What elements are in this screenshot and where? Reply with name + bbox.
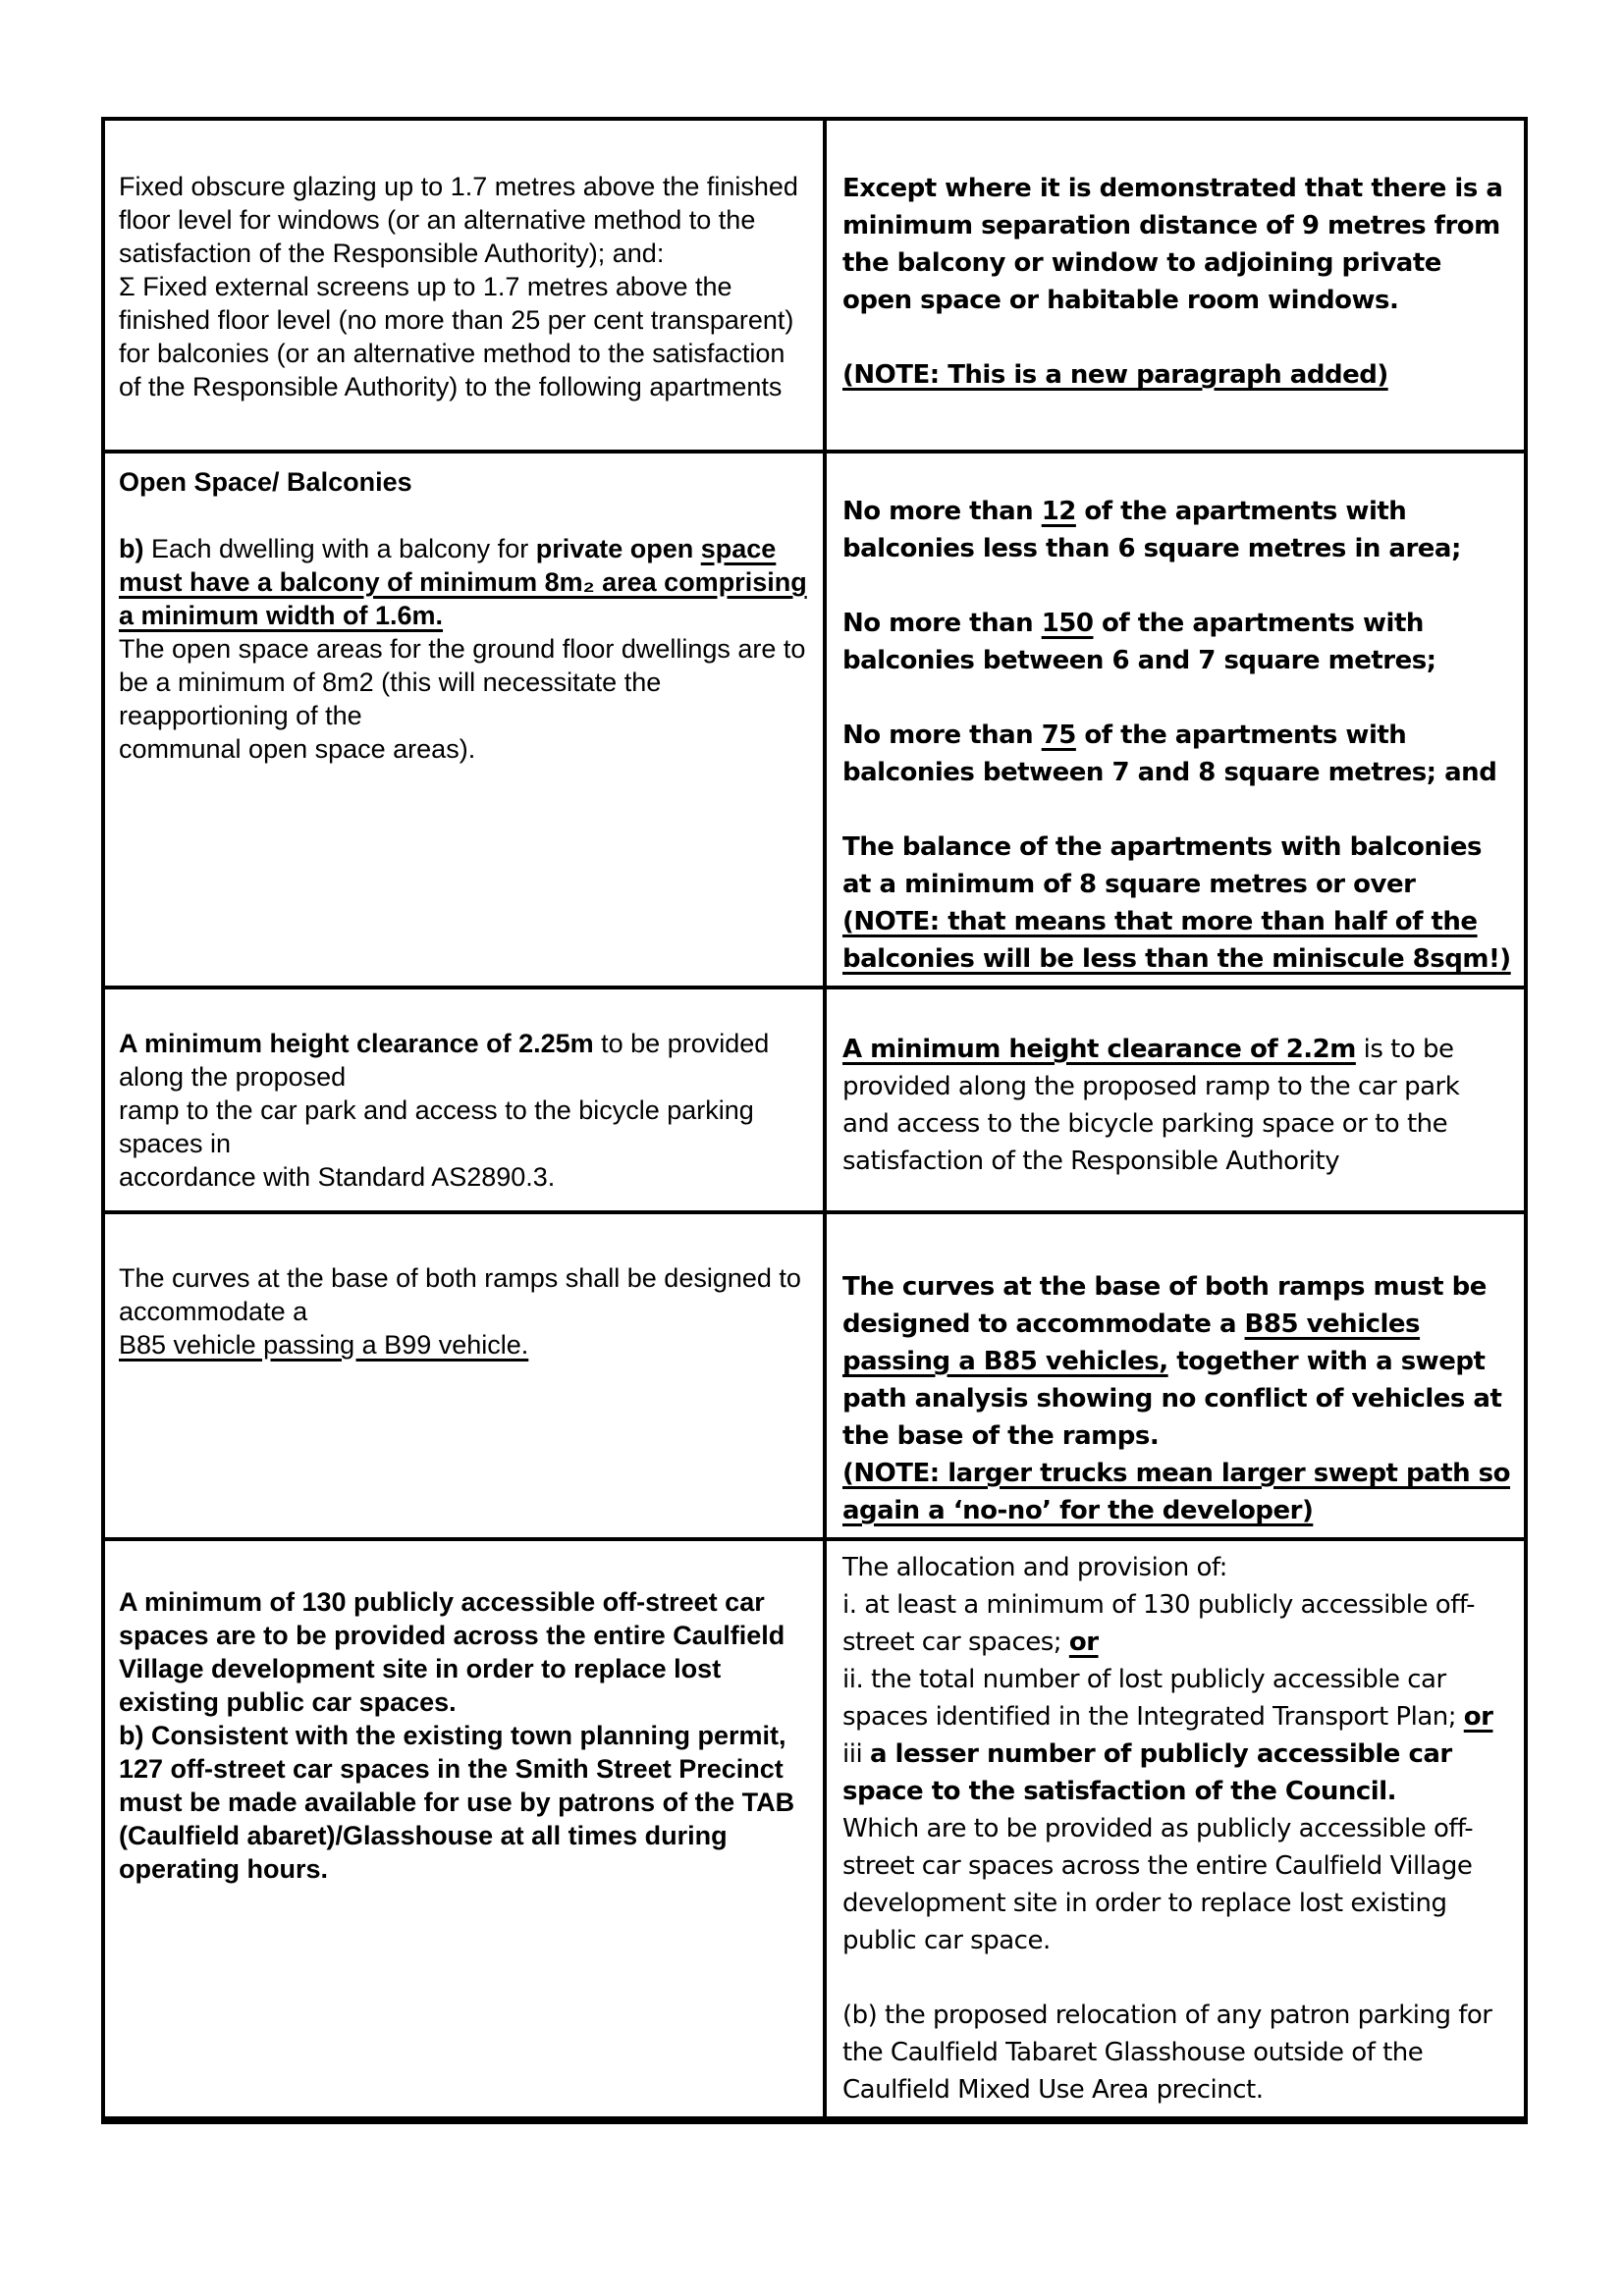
text-run: is to be provided along the proposed ramp to the car park and access to the bicycle parking space or to the satisfaction of the Responsible Authority xyxy=(842,1035,1460,1176)
text-run: Each dwelling with a balcony for xyxy=(143,534,536,563)
paragraph xyxy=(842,717,1512,791)
paragraph xyxy=(119,1094,807,1160)
table-row xyxy=(103,988,1526,1212)
text-run: i. at least a minimum of 130 publicly accessible off-street car spaces; xyxy=(842,1590,1475,1657)
paragraph xyxy=(119,1027,807,1094)
text-run: a lesser number of publicly accessible car space to the satisfaction of the Council. xyxy=(842,1739,1452,1806)
text-run: (NOTE: that means that more than half of the balconies will be less than the miniscule 8sqm!) xyxy=(842,907,1511,974)
comparison-table xyxy=(101,117,1528,2124)
paragraph xyxy=(119,1585,807,1719)
paragraph xyxy=(119,1719,807,1886)
text-run: ramp to the car park and access to the bicycle parking spaces in xyxy=(119,1095,754,1158)
text-run: B85 vehicles passing a B85 vehicles, xyxy=(842,1309,1421,1376)
paragraph xyxy=(842,1455,1512,1529)
text-run: 75 xyxy=(1041,721,1076,750)
text-run: A minimum height clearance of 2.25m xyxy=(119,1029,594,1058)
paragraph xyxy=(119,270,807,403)
text-run: B85 vehicle passing a B99 vehicle. xyxy=(119,1330,529,1360)
text-run: ii. the total number of lost publicly accessible car spaces identified in the Integrated Transport Plan; xyxy=(842,1665,1464,1732)
text-run: of the apartments with balconies between 7 and 8 square metres; and xyxy=(842,721,1497,787)
paragraph xyxy=(842,493,1512,567)
table-row xyxy=(103,1212,1526,1539)
paragraph xyxy=(842,1268,1512,1455)
paragraph xyxy=(119,1261,807,1328)
text-run: of the apartments with balconies between 6 and 7 square metres; xyxy=(842,609,1436,675)
paragraph xyxy=(842,356,1512,394)
text-run: 150 xyxy=(1041,609,1094,638)
cell-row3-original xyxy=(103,988,825,1212)
text-run: space must have a balcony of minimum 8m₂ area comprising a minimum width of 1.6m. xyxy=(119,534,807,630)
text-run: Except where it is demonstrated that there is a minimum separation distance of 9 metres from the balcony or window to adjoining private open space or habitable room windows. xyxy=(842,174,1503,315)
text-run: A minimum of 130 publicly accessible off-street car spaces are to be provided across the entire Caulfield Village development site in order to replace lost existing public car spaces. xyxy=(119,1587,785,1717)
text-run: Σ Fixed external screens up to 1.7 metres above the finished floor level (no more than 25 per cent transparent) for balconies (or an alternative method to the satisfaction of the Responsible Authority) to the following apartments xyxy=(119,272,794,401)
text-run: communal open space areas). xyxy=(119,734,476,764)
paragraph xyxy=(119,532,807,632)
text-run: (NOTE: larger trucks mean larger swept path so again a ‘no-no’ for the developer) xyxy=(842,1459,1511,1525)
text-run: iii xyxy=(842,1739,870,1769)
text-run: (b) the proposed relocation of any patron parking for the Caulfield Tabaret Glasshouse outside of the Caulfield Mixed Use Area precinct. xyxy=(842,2001,1492,2105)
paragraph xyxy=(842,1661,1512,1735)
paragraph xyxy=(119,632,807,732)
text-run: b) xyxy=(119,534,144,563)
text-run: Fixed obscure glazing up to 1.7 metres above the finished floor level for windows (or an alternative method to the satisfaction of the Responsible Authority); and: xyxy=(119,172,798,268)
text-run: The open space areas for the ground floor dwellings are to be a minimum of 8m2 (this will necessitate the reapportioning of the xyxy=(119,634,806,730)
text-run: The allocation and provision of: xyxy=(842,1553,1227,1582)
paragraph xyxy=(842,828,1512,903)
text-run: The balance of the apartments with balconies at a minimum of 8 square metres or over xyxy=(842,832,1482,899)
paragraph xyxy=(119,1160,807,1194)
text-run: private open xyxy=(535,534,701,563)
text-run: accordance with Standard AS2890.3. xyxy=(119,1162,556,1192)
paragraph xyxy=(842,1810,1512,1959)
cell-row2-original xyxy=(103,452,825,988)
text-run: Open Space/ Balconies xyxy=(119,467,412,497)
paragraph xyxy=(842,903,1512,978)
paragraph xyxy=(842,1735,1512,1810)
paragraph xyxy=(842,1549,1512,1586)
table-row xyxy=(103,1539,1526,2120)
cell-row5-amended xyxy=(825,1539,1526,2120)
text-run: No more than xyxy=(842,609,1042,638)
text-run: No more than xyxy=(842,497,1042,526)
paragraph xyxy=(119,170,807,270)
text-run: or xyxy=(1463,1702,1493,1732)
cell-row4-original xyxy=(103,1212,825,1539)
cell-row3-amended xyxy=(825,988,1526,1212)
cell-row5-original xyxy=(103,1539,825,2120)
paragraph xyxy=(119,465,807,499)
text-run: No more than xyxy=(842,721,1042,750)
paragraph xyxy=(842,1586,1512,1661)
cell-row4-amended xyxy=(825,1212,1526,1539)
text-run: 12 xyxy=(1041,497,1076,526)
paragraph xyxy=(119,1328,807,1362)
cell-row1-amended xyxy=(825,119,1526,452)
paragraph xyxy=(842,170,1512,319)
table-row xyxy=(103,119,1526,452)
text-run: A minimum height clearance of 2.2m xyxy=(842,1035,1356,1064)
text-run: (NOTE: This is a new paragraph added) xyxy=(842,360,1388,390)
text-run: Which are to be provided as publicly accessible off-street car spaces across the entire Caulfield Village development site in order to replace lost existing public car space. xyxy=(842,1814,1474,1955)
text-run: or xyxy=(1068,1628,1099,1657)
text-run: b) Consistent with the existing town planning permit, 127 off-street car spaces in the Smith Street Precinct must be made available for use by patrons of the TAB (Caulfield abaret)/Glasshouse at all times during operating hours. xyxy=(119,1721,795,1884)
paragraph xyxy=(119,732,807,766)
text-run: together with a swept path analysis showing no conflict of vehicles at the base of the ramps. xyxy=(842,1347,1502,1451)
text-run: of the apartments with balconies less than 6 square metres in area; xyxy=(842,497,1461,563)
paragraph xyxy=(842,1031,1512,1180)
paragraph xyxy=(842,1997,1512,2109)
text-run: The curves at the base of both ramps must be designed to accommodate a xyxy=(842,1272,1487,1339)
cell-row1-original xyxy=(103,119,825,452)
text-run: The curves at the base of both ramps shall be designed to accommodate a xyxy=(119,1263,801,1326)
paragraph xyxy=(842,605,1512,679)
cell-row2-amended xyxy=(825,452,1526,988)
text-run: to be provided along the proposed xyxy=(119,1029,770,1092)
table-row xyxy=(103,452,1526,988)
